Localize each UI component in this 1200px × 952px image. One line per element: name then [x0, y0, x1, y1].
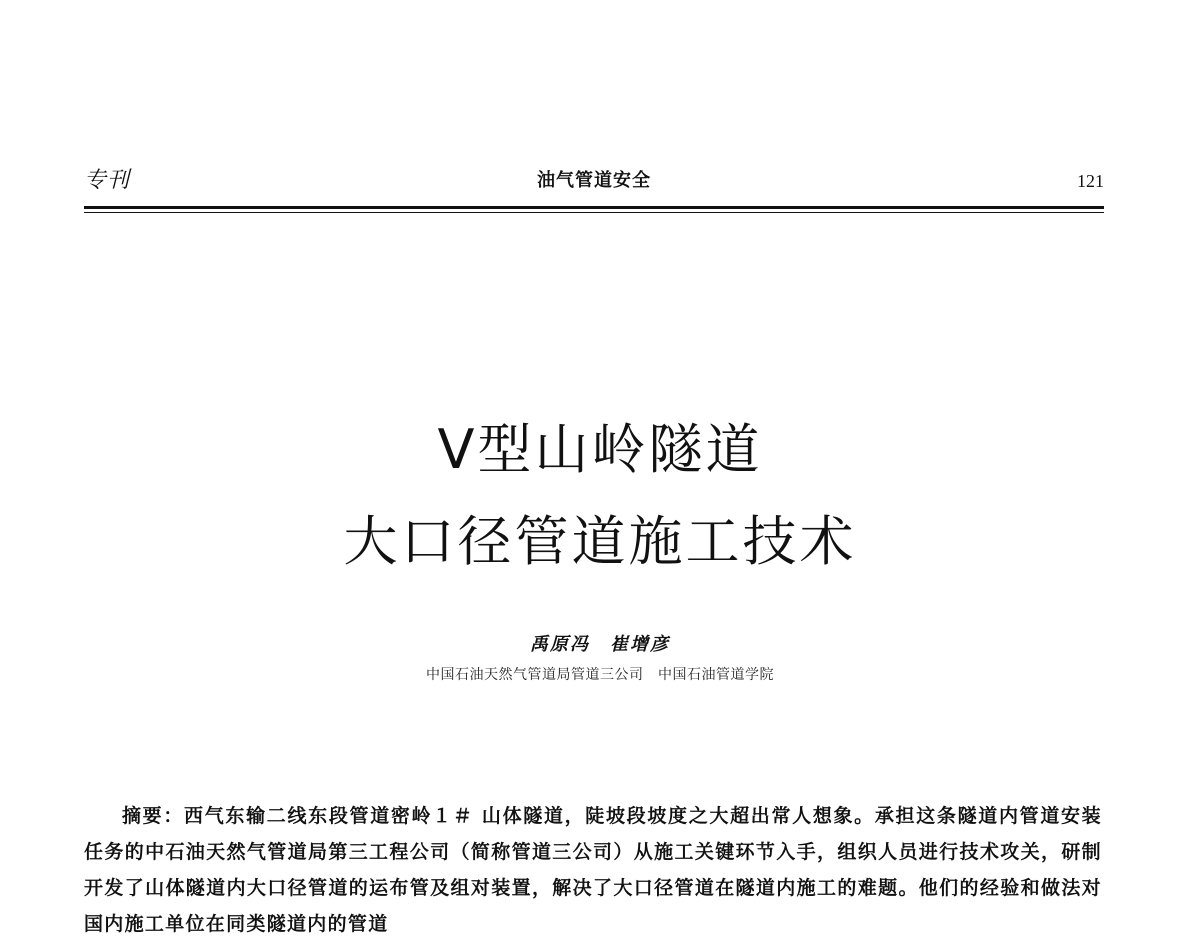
author-names: 禹原冯 崔增彦: [530, 634, 670, 655]
header-rule-thin: [84, 212, 1104, 213]
author-affiliation: 中国石油天然气管道局管道三公司 中国石油管道学院: [426, 667, 774, 683]
article-title-line-2: 大口径管道施工技术: [343, 510, 857, 573]
header-journal-title: 油气管道安全: [537, 170, 651, 191]
running-header: [84, 168, 1104, 198]
header-page-number: 121: [1077, 171, 1104, 191]
header-section-label: 专刊: [84, 168, 131, 193]
header-rule-thick: [84, 206, 1104, 209]
abstract-paragraph: 摘要：西气东输二线东段管道密岭１＃ 山体隧道，陡坡段坡度之大超出常人想象。承担这条隧道内管道安装任务的中石油天然气管道局第三工程公司（简称管道三公司）从施工关键环节入手，组织人员进行技术攻关，研制开发了山体隧道内大口径管道的运布管及组对装置，解决了大口径管道在隧道内施工的难题。他们的经验和做法对国内施工单位在同类隧道内的管道: [84, 805, 1102, 935]
article-title-line-1: V型山岭隧道: [437, 418, 763, 481]
